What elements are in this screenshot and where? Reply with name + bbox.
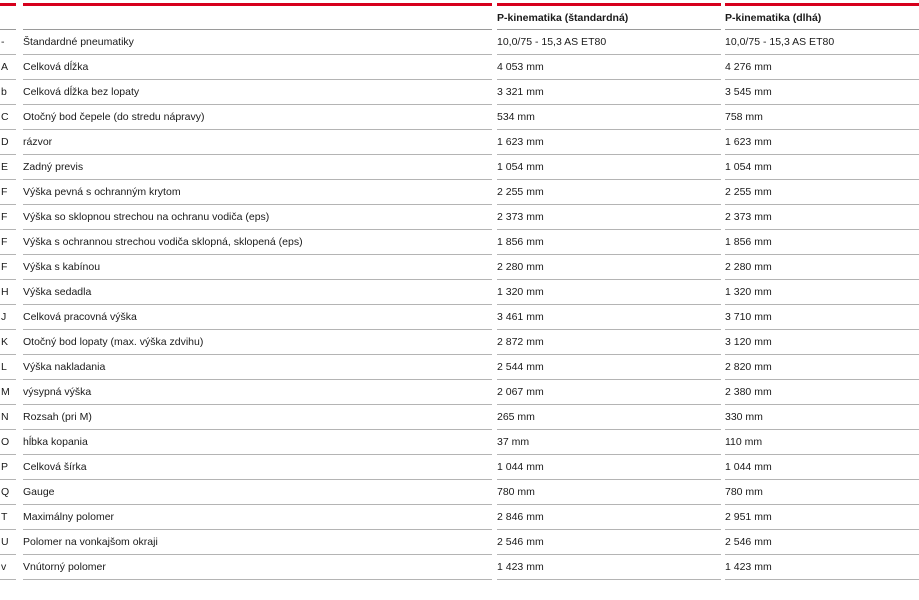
row-value-standard: 1 054 mm xyxy=(497,155,725,180)
row-value-long: 330 mm xyxy=(725,405,919,430)
row-label: hĺbka kopania xyxy=(20,430,497,455)
row-value-standard: 2 067 mm xyxy=(497,380,725,405)
row-value-long: 2 255 mm xyxy=(725,180,919,205)
row-code: P xyxy=(0,455,20,480)
row-code: A xyxy=(0,55,20,80)
row-label: Polomer na vonkajšom okraji xyxy=(20,530,497,555)
table-row xyxy=(0,455,919,480)
header-standard-cell xyxy=(497,0,725,30)
row-value-long: 3 710 mm xyxy=(725,305,919,330)
table-row xyxy=(0,255,919,280)
row-code: F xyxy=(0,255,20,280)
row-code: Q xyxy=(0,480,20,505)
row-code: J xyxy=(0,305,20,330)
row-label: Vnútorný polomer xyxy=(20,555,497,580)
row-value-standard: 2 373 mm xyxy=(497,205,725,230)
row-label: rázvor xyxy=(20,130,497,155)
row-value-standard: 1 044 mm xyxy=(497,455,725,480)
row-code: K xyxy=(0,330,20,355)
table-row xyxy=(0,530,919,555)
row-label: Zadný previs xyxy=(20,155,497,180)
row-code: U xyxy=(0,530,20,555)
row-label: Celková šírka xyxy=(20,455,497,480)
row-label: Gauge xyxy=(20,480,497,505)
row-code: F xyxy=(0,205,20,230)
header-accent-bar xyxy=(23,3,492,6)
row-label: Výška pevná s ochranným krytom xyxy=(20,180,497,205)
row-value-long: 2 373 mm xyxy=(725,205,919,230)
table-row xyxy=(0,555,919,580)
row-value-standard: 3 321 mm xyxy=(497,80,725,105)
row-code: E xyxy=(0,155,20,180)
row-value-standard: 1 423 mm xyxy=(497,555,725,580)
header-long-text: P-kinematika (dlhá) xyxy=(725,12,822,24)
row-value-long: 1 423 mm xyxy=(725,555,919,580)
row-value-standard: 2 546 mm xyxy=(497,530,725,555)
row-value-long: 1 044 mm xyxy=(725,455,919,480)
row-label: Výška nakladania xyxy=(20,355,497,380)
header-long-cell xyxy=(725,0,919,30)
row-value-standard: 1 856 mm xyxy=(497,230,725,255)
table-row xyxy=(0,105,919,130)
table-row xyxy=(0,305,919,330)
row-value-long: 1 623 mm xyxy=(725,130,919,155)
row-code: v xyxy=(0,555,20,580)
row-label: Celková dĺžka bez lopaty xyxy=(20,80,497,105)
table-row xyxy=(0,280,919,305)
table-row xyxy=(0,230,919,255)
row-code: O xyxy=(0,430,20,455)
spec-table-body xyxy=(0,30,919,580)
table-row xyxy=(0,505,919,530)
row-value-long: 2 380 mm xyxy=(725,380,919,405)
row-value-long: 110 mm xyxy=(725,430,919,455)
table-row xyxy=(0,205,919,230)
row-label: výsypná výška xyxy=(20,380,497,405)
row-value-long: 1 856 mm xyxy=(725,230,919,255)
row-value-long: 10,0/75 - 15,3 AS ET80 xyxy=(725,30,919,55)
row-value-standard: 2 280 mm xyxy=(497,255,725,280)
spec-table-header xyxy=(0,0,919,30)
row-code: F xyxy=(0,180,20,205)
header-standard-text: P-kinematika (štandardná) xyxy=(497,12,629,24)
row-value-long: 3 545 mm xyxy=(725,80,919,105)
row-value-standard: 2 544 mm xyxy=(497,355,725,380)
table-row xyxy=(0,130,919,155)
row-value-standard: 37 mm xyxy=(497,430,725,455)
row-label: Výška s ochrannou strechou vodiča sklopná, sklopená (eps) xyxy=(20,230,497,255)
row-label: Celková dĺžka xyxy=(20,55,497,80)
table-row xyxy=(0,55,919,80)
table-row xyxy=(0,405,919,430)
row-code: T xyxy=(0,505,20,530)
row-code: N xyxy=(0,405,20,430)
row-value-standard: 2 846 mm xyxy=(497,505,725,530)
row-value-standard: 1 623 mm xyxy=(497,130,725,155)
table-row xyxy=(0,330,919,355)
row-value-standard: 2 872 mm xyxy=(497,330,725,355)
row-value-long: 1 054 mm xyxy=(725,155,919,180)
row-code: M xyxy=(0,380,20,405)
row-value-long: 2 546 mm xyxy=(725,530,919,555)
row-value-long: 2 951 mm xyxy=(725,505,919,530)
row-value-long: 2 820 mm xyxy=(725,355,919,380)
row-code: C xyxy=(0,105,20,130)
row-value-standard: 2 255 mm xyxy=(497,180,725,205)
row-label: Maximálny polomer xyxy=(20,505,497,530)
row-value-standard: 265 mm xyxy=(497,405,725,430)
row-label: Rozsah (pri M) xyxy=(20,405,497,430)
header-code-cell xyxy=(0,0,20,30)
row-label: Štandardné pneumatiky xyxy=(20,30,497,55)
row-value-long: 1 320 mm xyxy=(725,280,919,305)
table-row xyxy=(0,180,919,205)
row-label: Otočný bod lopaty (max. výška zdvihu) xyxy=(20,330,497,355)
table-row xyxy=(0,80,919,105)
row-code: H xyxy=(0,280,20,305)
row-value-long: 4 276 mm xyxy=(725,55,919,80)
row-value-long: 758 mm xyxy=(725,105,919,130)
row-code: - xyxy=(0,30,20,55)
row-code: F xyxy=(0,230,20,255)
header-row xyxy=(0,0,919,30)
table-row xyxy=(0,155,919,180)
row-value-long: 2 280 mm xyxy=(725,255,919,280)
row-label: Výška so sklopnou strechou na ochranu vodiča (eps) xyxy=(20,205,497,230)
row-value-long: 780 mm xyxy=(725,480,919,505)
table-row xyxy=(0,380,919,405)
row-label: Celková pracovná výška xyxy=(20,305,497,330)
row-value-standard: 1 320 mm xyxy=(497,280,725,305)
row-value-standard: 534 mm xyxy=(497,105,725,130)
row-value-standard: 3 461 mm xyxy=(497,305,725,330)
row-code: D xyxy=(0,130,20,155)
row-label: Výška sedadla xyxy=(20,280,497,305)
header-accent-bar xyxy=(497,3,721,6)
header-label-cell xyxy=(20,0,497,30)
row-value-long: 3 120 mm xyxy=(725,330,919,355)
row-label: Otočný bod čepele (do stredu nápravy) xyxy=(20,105,497,130)
row-value-standard: 10,0/75 - 15,3 AS ET80 xyxy=(497,30,725,55)
row-code: L xyxy=(0,355,20,380)
table-row xyxy=(0,355,919,380)
table-row xyxy=(0,30,919,55)
table-row xyxy=(0,480,919,505)
table-row xyxy=(0,430,919,455)
header-accent-bar xyxy=(725,3,919,6)
row-label: Výška s kabínou xyxy=(20,255,497,280)
row-value-standard: 4 053 mm xyxy=(497,55,725,80)
header-accent-bar xyxy=(0,3,16,6)
row-code: b xyxy=(0,80,20,105)
row-value-standard: 780 mm xyxy=(497,480,725,505)
